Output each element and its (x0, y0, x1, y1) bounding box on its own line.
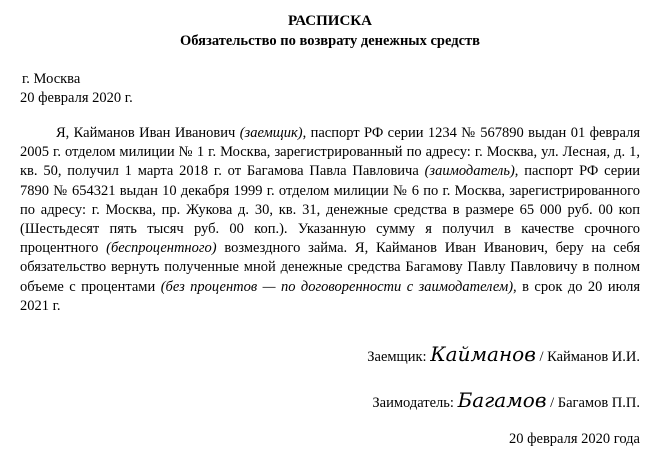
borrower-signature: Кайманов (430, 342, 536, 366)
body-text-5: , в срок до 20 июля 2021 г. (20, 278, 640, 314)
document-title: РАСПИСКА (287, 13, 373, 29)
document-subtitle: Обязательство по возврату денежных средств (180, 33, 480, 49)
footer-date: 20 февраля 2020 года (508, 431, 640, 447)
body-italic-2: (заимодатель) (424, 163, 515, 180)
body-italic-1: (заемщик) (239, 125, 303, 141)
body-text-4: возмездного займа. Я, Кайманов Иван Иванович, беру на себя обязательство вернуть полученные мной денежные средства Багамову Павлу Павловичу в полном объеме с процентами (20, 240, 640, 295)
city: г. Москва (22, 71, 81, 87)
body-italic-3: (беспроцентного) (106, 240, 217, 257)
issue-date: 20 февраля 2020 г. (20, 90, 133, 106)
borrower-name: / Кайманов И.И. (535, 349, 640, 365)
lender-signature-line (372, 388, 640, 412)
body-italic-4: (без процентов — по договоренности с заимодателем) (160, 278, 514, 295)
borrower-signature-line (367, 342, 640, 366)
receipt-body (20, 124, 640, 316)
borrower-label: Заемщик: (367, 349, 431, 365)
lender-label: Заимодатель: (372, 395, 458, 411)
lender-signature: Багамов (457, 388, 547, 412)
body-text-2: , паспорт РФ серии 1234 № 567890 выдан 01 февраля 2005 г. отделом милиции № 1 г. Москва, зарегистрированный по адресу: г. Москва, ул. Лесная, д. 1, кв. 50, получил 1 марта 2018 г. от Багамова Павла Павловича (20, 125, 640, 180)
lender-name: / Багамов П.П. (546, 395, 640, 411)
body-text-1: Я, Кайманов Иван Иванович (56, 125, 240, 141)
body-text-3: , паспорт РФ серии 7890 № 654321 выдан 10 декабря 1999 г. отделом милиции № 6 по г. Москва, зарегистрированного по адресу: г. Москва, пр. Жукова д. 30, кв. 31, денежные средства в размере 65 000 руб. 00 коп (Шестьдесят пять тысяч руб. 00 коп.). Указанную сумму я получил в качестве срочного процентного (20, 163, 640, 257)
